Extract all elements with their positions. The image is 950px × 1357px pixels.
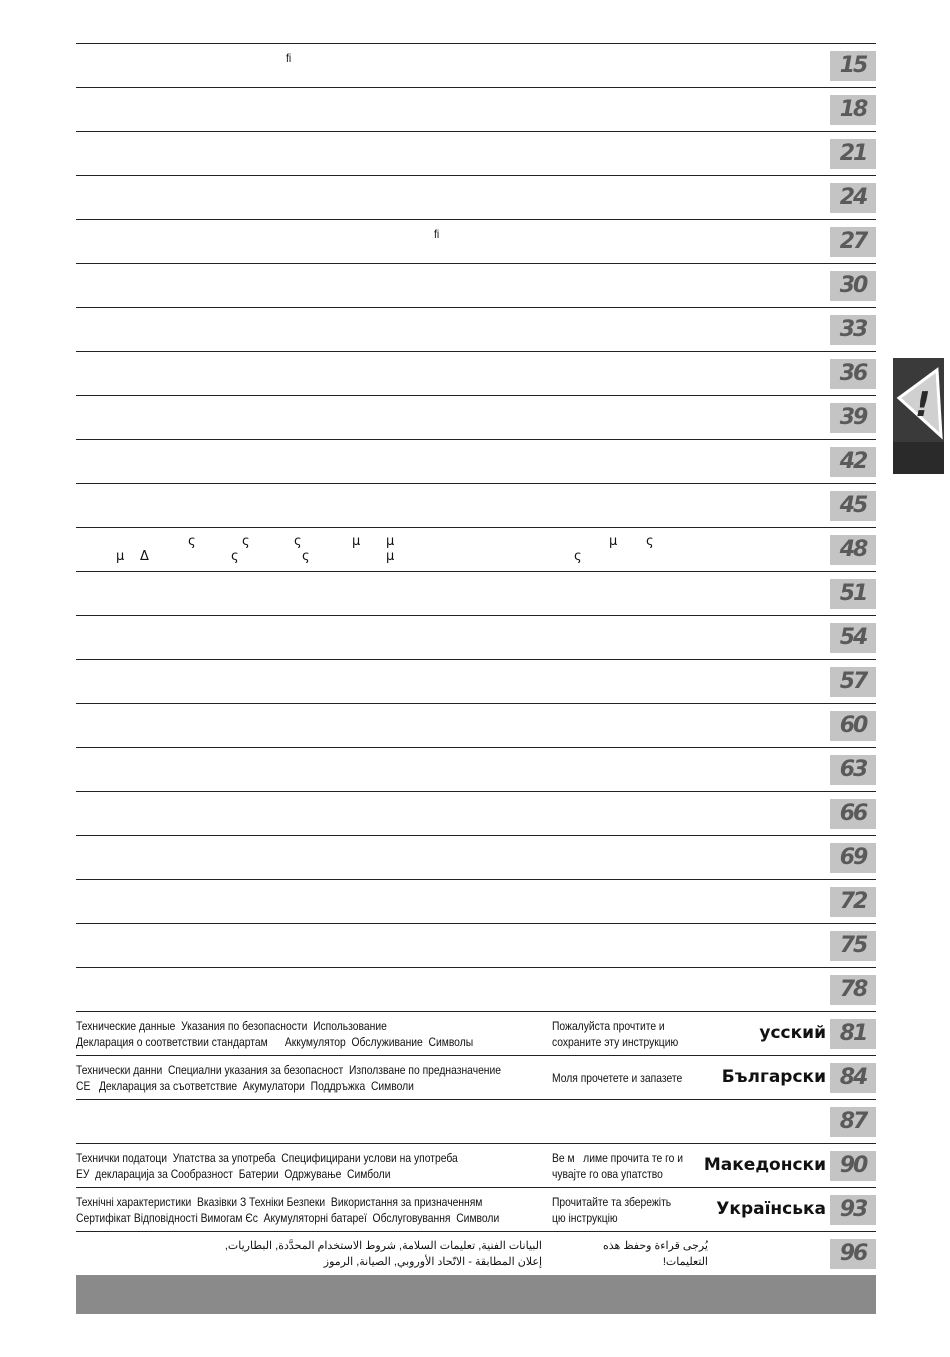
greek-glyph: μ xyxy=(352,534,361,549)
toc-row-greek xyxy=(76,527,876,571)
toc-row xyxy=(76,1099,876,1143)
toc-row xyxy=(76,835,876,879)
page-number-badge[interactable]: 15 xyxy=(830,51,876,81)
toc-row-bulgarian xyxy=(76,1055,876,1099)
page-number-badge[interactable]: 48 xyxy=(830,535,876,565)
svg-text:!: ! xyxy=(915,385,931,425)
greek-glyph: ς xyxy=(302,549,310,564)
toc-row-macedonian xyxy=(76,1143,876,1187)
toc-row xyxy=(76,439,876,483)
greek-glyph: μ xyxy=(386,534,395,549)
toc-row xyxy=(76,703,876,747)
toc-row-ukrainian xyxy=(76,1187,876,1231)
toc-row xyxy=(76,131,876,175)
toc-row xyxy=(76,395,876,439)
table-of-contents xyxy=(76,43,876,1276)
toc-row-read-note: يُرجى قراءة وحفظ هذه التعليمات! xyxy=(602,1240,708,1268)
toc-row xyxy=(76,219,876,263)
toc-row-description: Технически данни Специални указания за безопасност Използване по предназначение CE Декларация за съответствие Акумулатори Поддръжка Символи xyxy=(76,1063,502,1093)
greek-glyph: ς xyxy=(574,549,582,564)
toc-row xyxy=(76,87,876,131)
page-number-badge[interactable]: 60 xyxy=(830,711,876,741)
greek-glyph: ς xyxy=(294,534,302,549)
warning-exclamation-icon xyxy=(893,358,944,442)
toc-row xyxy=(76,615,876,659)
toc-row xyxy=(76,659,876,703)
page-number-badge[interactable]: 21 xyxy=(830,139,876,169)
greek-glyph: μ xyxy=(116,549,125,564)
toc-row xyxy=(76,747,876,791)
toc-row-description: fi xyxy=(286,51,292,65)
page-number-badge[interactable]: 36 xyxy=(830,359,876,389)
page-number-badge[interactable]: 18 xyxy=(830,95,876,125)
page-number-badge[interactable]: 63 xyxy=(830,755,876,785)
toc-row xyxy=(76,175,876,219)
toc-row-read-note: Прочитайте та збережіть цю інструкцію xyxy=(552,1195,672,1225)
page-number-badge[interactable]: 84 xyxy=(830,1063,876,1093)
page-number-badge[interactable]: 90 xyxy=(830,1151,876,1181)
toc-row-description: fi xyxy=(434,227,440,241)
page-number-badge[interactable]: 51 xyxy=(830,579,876,609)
toc-row xyxy=(76,571,876,615)
greek-glyph: μ xyxy=(609,534,618,549)
toc-row-read-note: Ве м лиме прочита те го и чувајте го ова упатство xyxy=(552,1151,684,1181)
page-number-badge[interactable]: 93 xyxy=(830,1195,876,1225)
warning-tab-panel xyxy=(893,358,944,442)
greek-glyph: ς xyxy=(242,534,250,549)
language-label: Български xyxy=(721,1067,826,1087)
toc-row xyxy=(76,923,876,967)
toc-row xyxy=(76,967,876,1011)
footer-bar xyxy=(76,1275,876,1314)
toc-row-description: Технические данные Указания по безопасности Использование Декларация о соответствии стандартам Аккумулятор Обслуживание Символы xyxy=(76,1019,474,1049)
page-number-badge[interactable]: 57 xyxy=(830,667,876,697)
page-number-badge[interactable]: 87 xyxy=(830,1107,876,1137)
toc-row-read-note: Пожалуйста прочтите и сохраните эту инструкцию xyxy=(552,1019,679,1049)
greek-glyph: ς xyxy=(646,534,654,549)
toc-row xyxy=(76,483,876,527)
page-number-badge[interactable]: 96 xyxy=(830,1239,876,1269)
page-number-badge[interactable]: 39 xyxy=(830,403,876,433)
page-number-badge[interactable]: 27 xyxy=(830,227,876,257)
warning-side-tab[interactable] xyxy=(893,358,944,474)
toc-row-russian xyxy=(76,1011,876,1055)
page-number-badge[interactable]: 45 xyxy=(830,491,876,521)
toc-row-description: Технічні характеристики Вказівки З Техніки Безпеки Використання за призначенням Сертифікат Відповідності Вимогам Єс Акумуляторні батареї Обслуговування Символи xyxy=(76,1195,500,1225)
language-label: усский xyxy=(759,1023,826,1043)
toc-row-description: البيانات الفنية, تعليمات السلامة, شروط الاستخدام المحدَّدة, البطاريات, إعلان المطابقة - الاتّحاد الأوروبي, الصيانة, الرموز xyxy=(224,1240,542,1268)
page-number-badge[interactable]: 54 xyxy=(830,623,876,653)
toc-row xyxy=(76,791,876,835)
page-number-badge[interactable]: 66 xyxy=(830,799,876,829)
toc-row-read-note: Моля прочетете и запазете xyxy=(552,1071,683,1085)
toc-row-description: Технички податоци Упатства за употреба Специфицирани услови на употреба ЕУ декларација за Сообразност Батерии Одржување Симболи xyxy=(76,1151,458,1181)
page-number-badge[interactable]: 72 xyxy=(830,887,876,917)
language-label: Українська xyxy=(716,1199,826,1219)
toc-row xyxy=(76,43,876,87)
page-number-badge[interactable]: 75 xyxy=(830,931,876,961)
page-number-badge[interactable]: 30 xyxy=(830,271,876,301)
toc-row xyxy=(76,263,876,307)
language-label: Македонски xyxy=(703,1155,826,1175)
toc-row-arabic xyxy=(76,1231,876,1276)
toc-row xyxy=(76,307,876,351)
page-number-badge[interactable]: 42 xyxy=(830,447,876,477)
toc-row xyxy=(76,351,876,395)
page-number-badge[interactable]: 78 xyxy=(830,975,876,1005)
greek-glyph: ς xyxy=(188,534,196,549)
greek-glyph: Δ xyxy=(140,549,149,564)
greek-glyph: μ xyxy=(386,549,395,564)
page-number-badge[interactable]: 33 xyxy=(830,315,876,345)
greek-glyph: ς xyxy=(231,549,239,564)
toc-row xyxy=(76,879,876,923)
page-number-badge[interactable]: 69 xyxy=(830,843,876,873)
page-number-badge[interactable]: 24 xyxy=(830,183,876,213)
page-number-badge[interactable]: 81 xyxy=(830,1019,876,1049)
